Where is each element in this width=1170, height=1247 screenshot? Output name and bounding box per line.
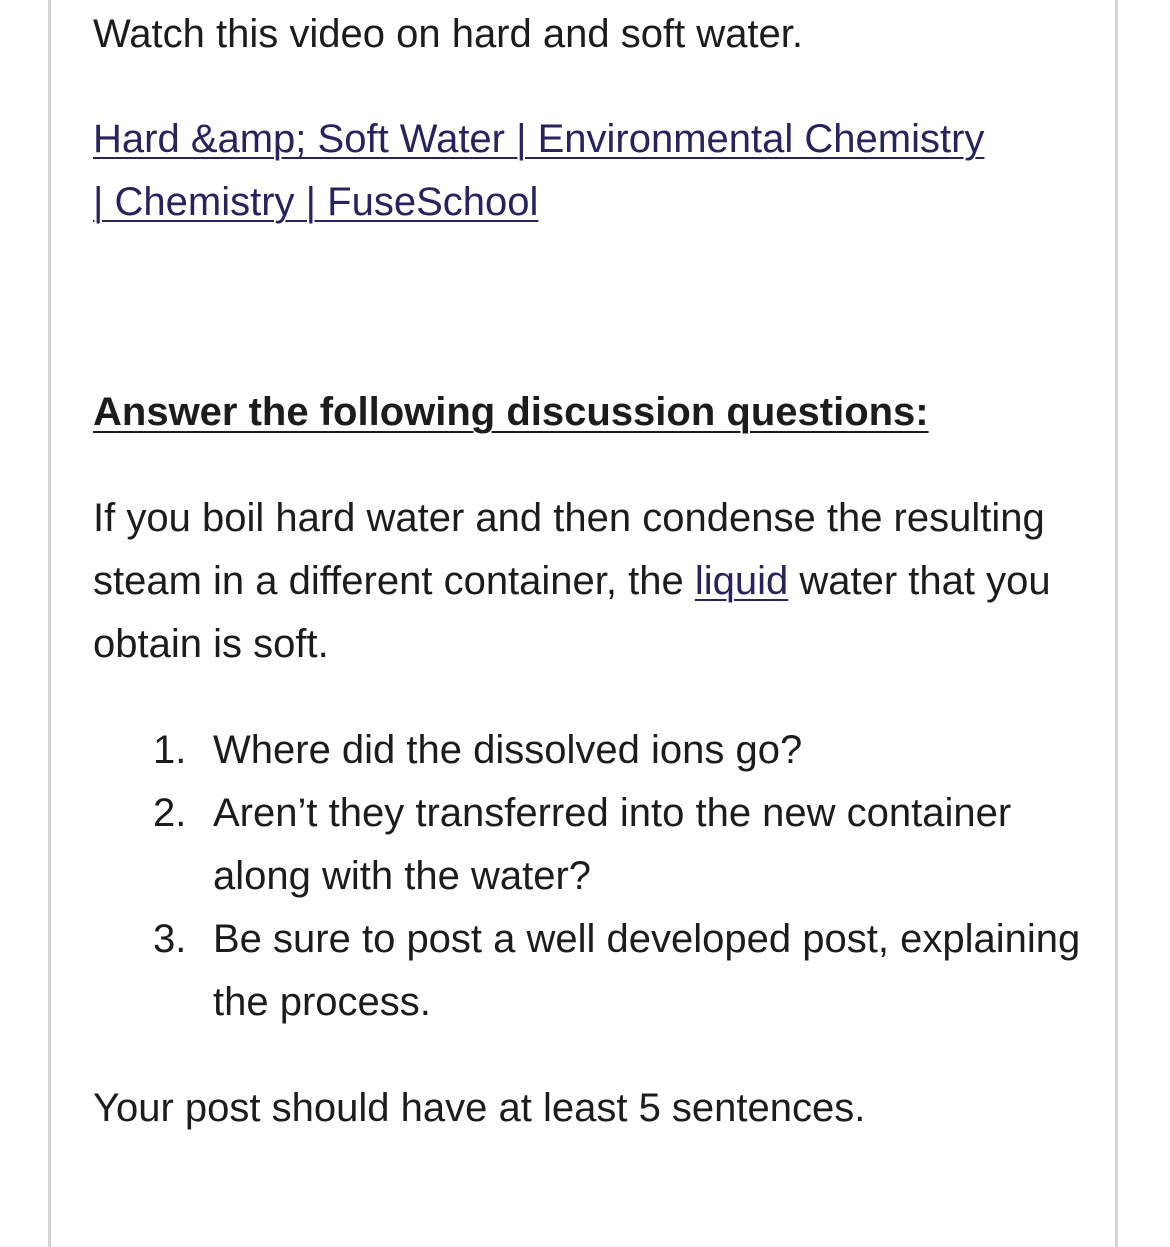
liquid-link[interactable]: liquid xyxy=(694,559,789,603)
list-item-text: Be sure to post a well developed post, explaining the process. xyxy=(213,917,1081,1024)
video-link-line-2: | Chemistry | FuseSchool xyxy=(93,180,539,224)
paragraph-text-before: If you boil hard water and then condense the resulting steam in a different container, the xyxy=(93,496,1045,603)
paragraph-text-after: water that you obtain is soft. xyxy=(93,559,1051,666)
discussion-prompt xyxy=(93,0,1083,1140)
questions-heading: Answer the following discussion questions: xyxy=(93,390,929,434)
list-item xyxy=(93,719,1083,782)
list-item xyxy=(93,908,1083,1034)
list-item-number: 1. xyxy=(153,728,187,772)
intro-text: Watch this video on hard and soft water. xyxy=(93,12,804,56)
question-list xyxy=(93,719,1083,1034)
question-paragraph xyxy=(93,487,1083,676)
video-link[interactable] xyxy=(93,108,1083,234)
list-item-text: Aren’t they transferred into the new container along with the water? xyxy=(213,791,1012,898)
closing-text: Your post should have at least 5 sentences. xyxy=(93,1086,866,1130)
video-link-line-1: Hard &amp; Soft Water | Environmental Chemistry xyxy=(93,117,985,161)
list-item xyxy=(93,782,1083,908)
list-item-text: Where did the dissolved ions go? xyxy=(213,728,803,772)
list-item-number: 2. xyxy=(153,791,187,835)
list-item-number: 3. xyxy=(153,917,187,961)
